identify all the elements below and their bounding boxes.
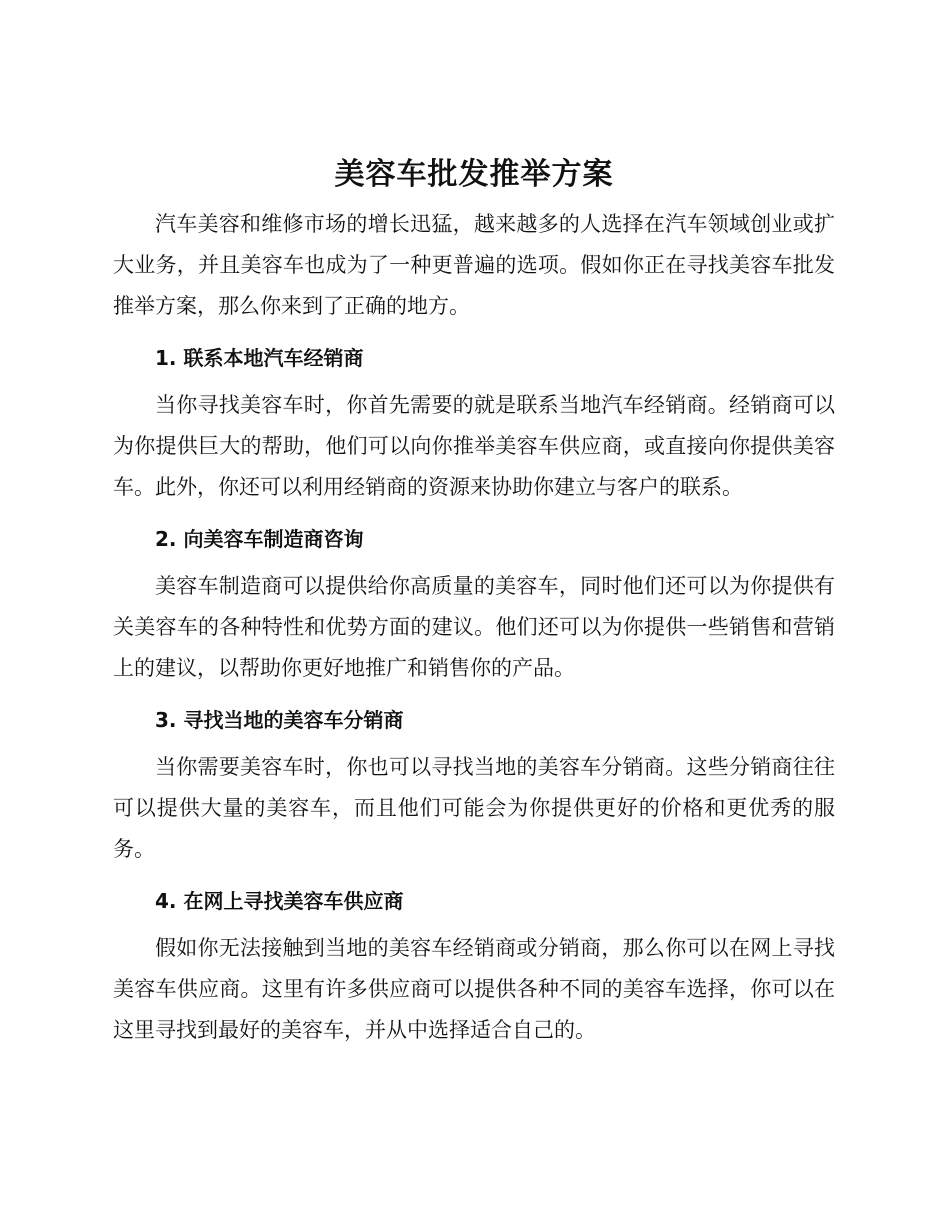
section-heading: 2. 向美容车制造商咨询 [155,527,364,551]
intro-paragraph: 汽车美容和维修市场的增长迅猛，越来越多的人选择在汽车领域创业或扩大业务，并且美容车也成为了一种更普遍的选项。假如你正在寻找美容车批发推举方案，那么你来到了正确的地方。 [113,212,835,318]
section-paragraph: 当你寻找美容车时，你首先需要的就是联系当地汽车经销商。经销商可以为你提供巨大的帮助，他们可以向你推举美容车供应商，或直接向你提供美容车。此外，你还可以利用经销商的资源来协助你建立与客户的联系。 [113,393,835,499]
section-paragraph: 假如你无法接触到当地的美容车经销商或分销商，那么你可以在网上寻找美容车供应商。这里有许多供应商可以提供各种不同的美容车选择，你可以在这里寻找到最好的美容车，并从中选择适合自己的。 [113,936,835,1042]
section-heading: 3. 寻找当地的美容车分销商 [155,708,404,732]
document-page [113,150,835,1051]
section-paragraph: 美容车制造商可以提供给你高质量的美容车，同时他们还可以为你提供有关美容车的各种特性和优势方面的建议。他们还可以为你提供一些销售和营销上的建议，以帮助你更好地推广和销售你的产品。 [113,574,835,680]
section-1 [113,343,835,508]
section-4 [113,886,835,1051]
section-3 [113,705,835,870]
section-paragraph: 当你需要美容车时，你也可以寻找当地的美容车分销商。这些分销商往往可以提供大量的美容车，而且他们可能会为你提供更好的价格和更优秀的服务。 [113,755,835,861]
document-title: 美容车批发推举方案 [334,157,614,192]
section-2 [113,524,835,689]
section-heading: 1. 联系本地汽车经销商 [155,346,364,370]
section-heading: 4. 在网上寻找美容车供应商 [155,889,404,913]
